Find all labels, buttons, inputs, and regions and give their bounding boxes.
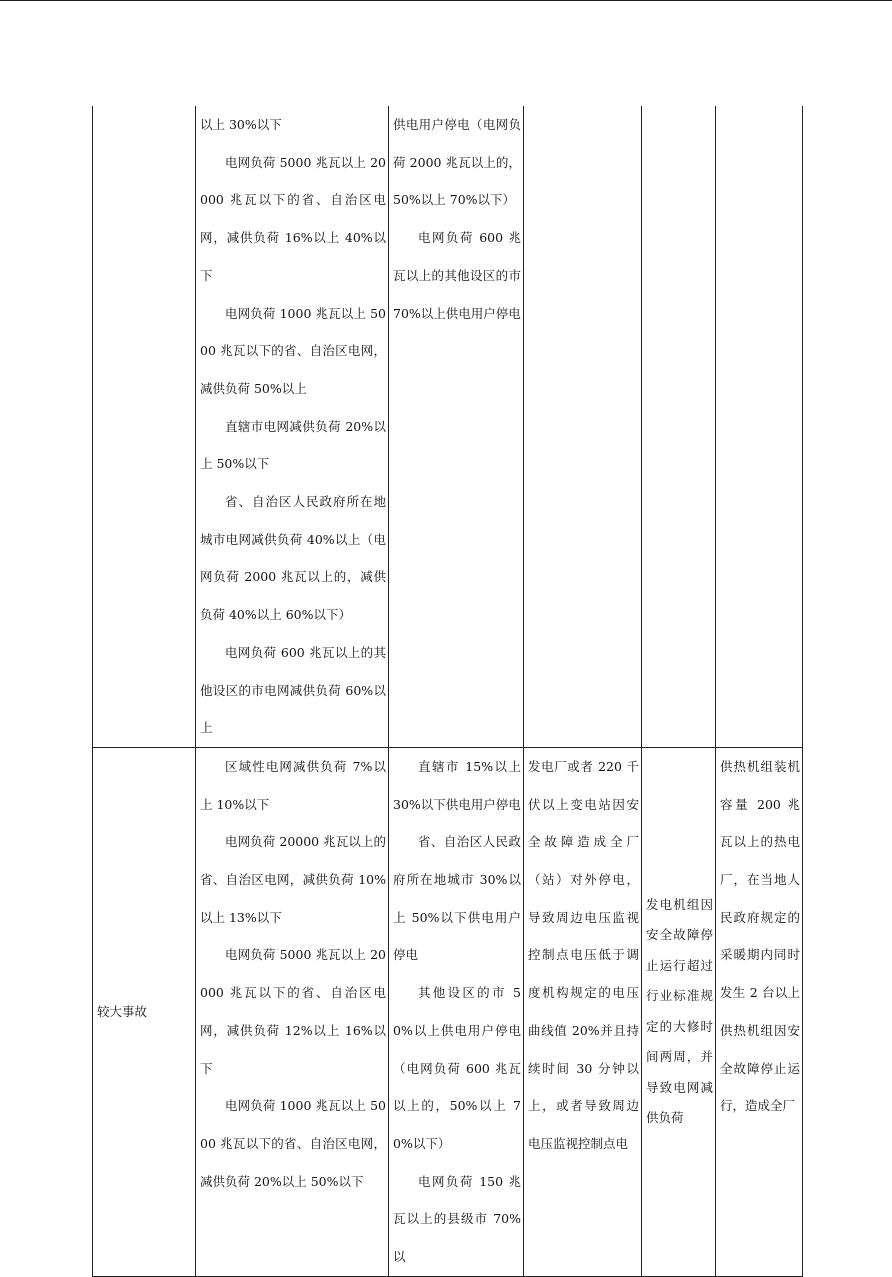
category-cell: 较大事故 [93,747,196,1276]
cell-paragraph: 区域性电网减供负荷 7%以上 10%以下 [200,758,386,812]
cell-paragraph: 电网负荷 1000 兆瓦以上 5000 兆瓦以下的省、自治区电网，减供负荷 20%以上 50%以下 [200,1098,386,1189]
cell-paragraph: 电网负荷 600 兆瓦以上的其他设区的市 70%以上供电用户停电 [393,230,521,321]
heating-unit-cell [716,747,803,1276]
user-outage-cell [389,747,524,1276]
heating-unit-cell [716,106,803,747]
cell-paragraph: 电网负荷 150 兆瓦以上的县级市 70%以 [393,1173,521,1265]
cell-paragraph: 电网负荷 1000 兆瓦以上 5000 兆瓦以下的省、自治区电网，减供负荷 50%以上 [200,305,386,396]
accident-classification-table [92,106,803,1277]
generator-fault-cell [642,106,716,747]
cell-paragraph: 省、自治区人民政府所在地城市 30%以上 50%以下供电用户停电 [393,834,521,963]
category-cell [93,106,196,747]
cell-paragraph: 电网负荷 20000 兆瓦以上的省、自治区电网，减供负荷 10%以上 13%以下 [200,834,386,925]
cell-paragraph: 供热机组装机容量 200 兆瓦以上的热电厂，在当地人民政府规定的采暖期内同时发生 2 台以上供热机组因安全故障停止运行，造成全厂 [720,758,800,1114]
cell-paragraph: 电网负荷 5000 兆瓦以上 20000 兆瓦以下的省、自治区电网，减供负荷 12%以上 16%以下 [200,947,386,1076]
cell-paragraph: 以上 30%以下 [200,117,282,132]
cell-paragraph: 电网负荷 5000 兆瓦以上 20000 兆瓦以下的省、自治区电网，减供负荷 16%以上 40%以下 [200,154,386,283]
cell-paragraph: 发电机组因安全故障停止运行超过行业标准规定的大修时间两周，并导致电网减供负荷 [646,896,713,1126]
cell-paragraph: 发电厂或者 220 千伏以上变电站因安全故障造成全厂（站）对外停电，导致周边电压监视控制点电压低于调度机构规定的电压曲线值 20%并且持续时间 30 分钟以上，或者导致周边电压监视控制点电 [528,758,639,1151]
plant-outage-cell [524,106,642,747]
cell-paragraph: 直辖市电网减供负荷 20%以上 50%以下 [200,418,386,472]
regional-grid-load-cell [196,747,389,1276]
cell-paragraph: 电网负荷 600 兆瓦以上的其他设区的市电网减供负荷 60%以上 [200,644,386,736]
regional-grid-load-cell [196,106,389,747]
user-outage-cell [389,106,524,747]
cell-paragraph: 省、自治区人民政府所在地城市电网减供负荷 40%以上（电网负荷 2000 兆瓦以上的，减供负荷 40%以上 60%以下） [200,494,386,623]
cell-paragraph: 直辖市 15%以上 30%以下供电用户停电 [393,758,521,812]
generator-fault-cell [642,747,716,1276]
table-row [93,106,803,747]
table-row [93,747,803,1276]
plant-outage-cell [524,747,642,1276]
cell-paragraph: 其他设区的市 50%以上供电用户停电（电网负荷 600 兆瓦以上的，50%以上 70%以下） [393,985,521,1151]
cell-paragraph: 供电用户停电（电网负荷 2000 兆瓦以上的，50%以上 70%以下） [393,117,521,208]
page-top-rule [0,0,892,1]
